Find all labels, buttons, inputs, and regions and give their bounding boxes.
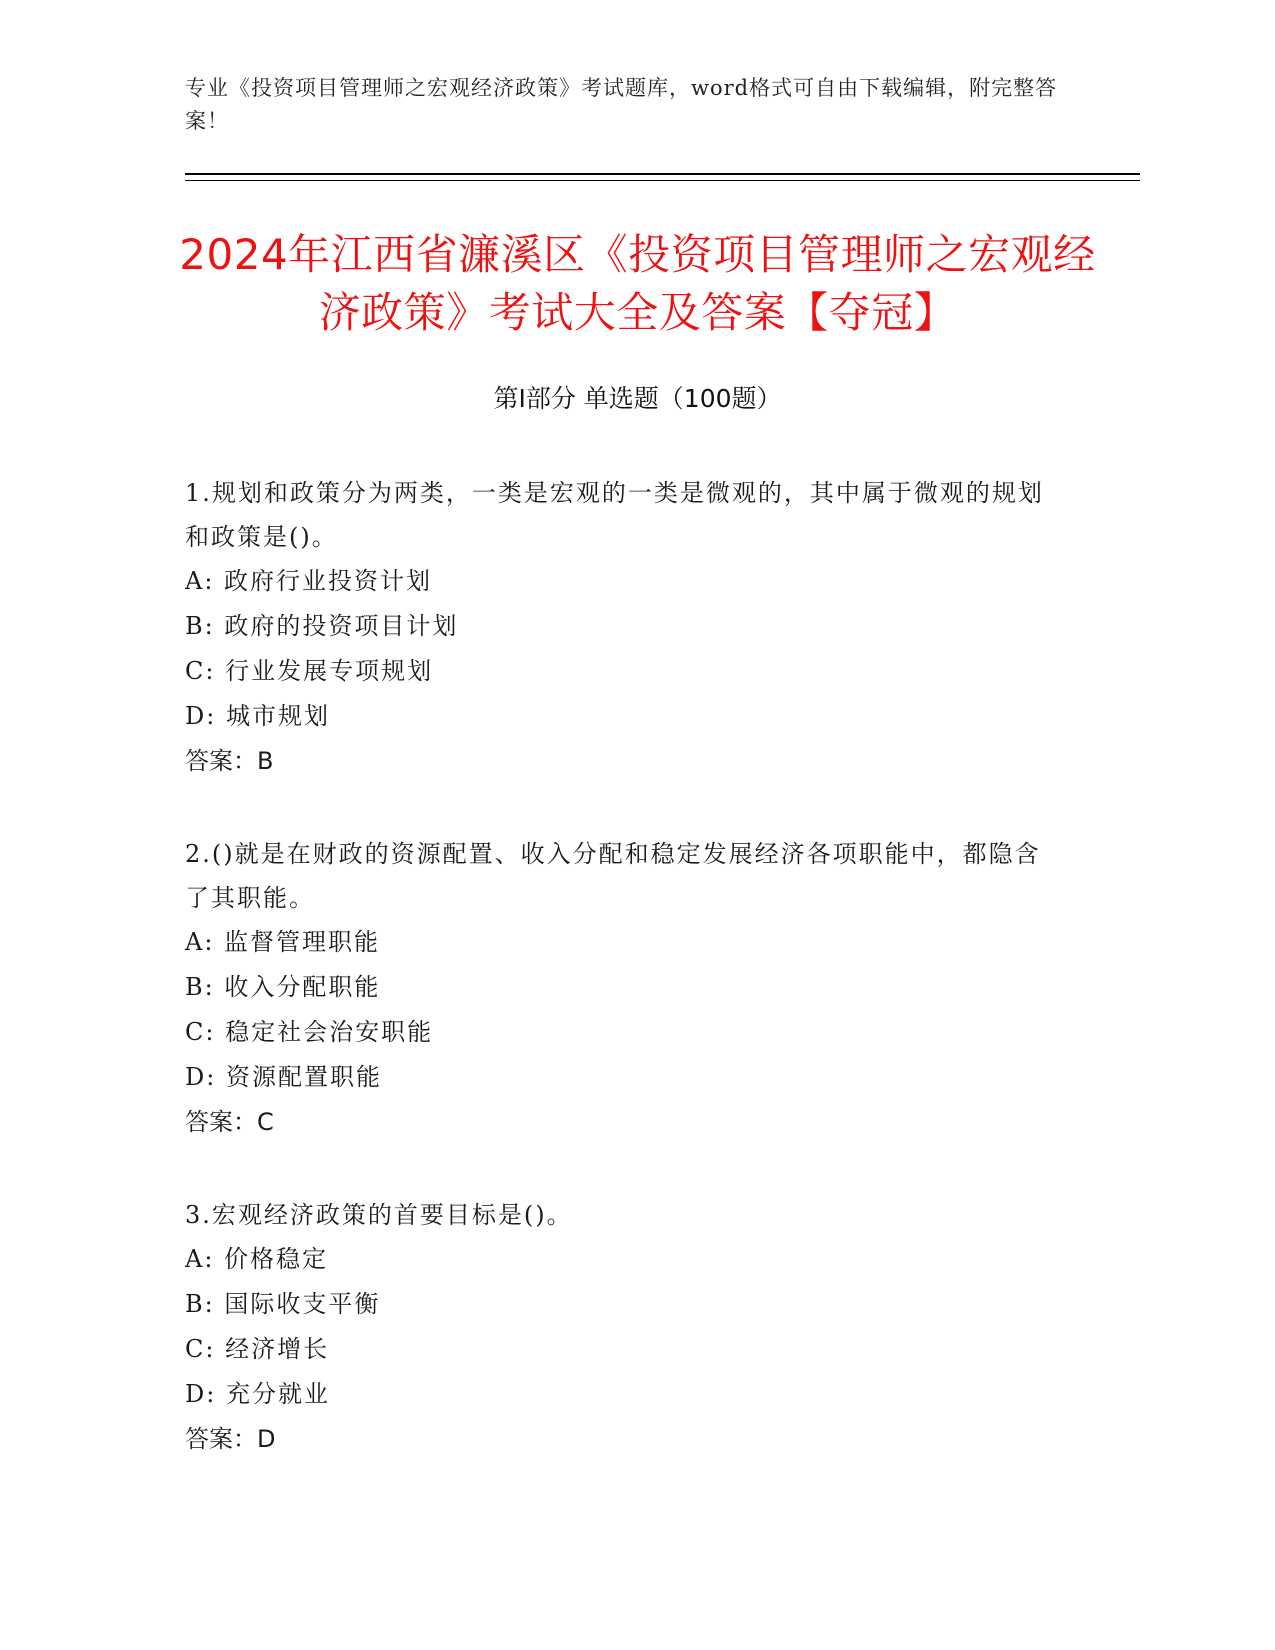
option-d: D: 资源配置职能 <box>185 1063 382 1091</box>
header-note: 专业《投资项目管理师之宏观经济政策》考试题库，word格式可自由下载编辑，附完整答案！ <box>185 76 1058 133</box>
answer: 答案：D <box>185 1425 276 1453</box>
option-d: D: 城市规划 <box>185 702 330 730</box>
option-b: B: 政府的投资项目计划 <box>185 612 459 640</box>
question-2 <box>185 832 1065 1145</box>
option-c: C: 经济增长 <box>185 1335 330 1363</box>
question-1 <box>185 471 1065 784</box>
header-divider-thick <box>185 173 1140 175</box>
question-3 <box>185 1193 1065 1462</box>
answer: 答案：B <box>185 747 274 775</box>
option-b: B: 国际收支平衡 <box>185 1290 381 1318</box>
option-c: C: 稳定社会治安职能 <box>185 1018 434 1046</box>
document-title: 2024年江西省濂溪区《投资项目管理师之宏观经济政策》考试大全及答案【夺冠】 <box>179 230 1096 337</box>
option-c: C: 行业发展专项规划 <box>185 657 434 685</box>
answer: 答案：C <box>185 1108 274 1136</box>
question-stem: 1.规划和政策分为两类，一类是宏观的一类是微观的，其中属于微观的规划和政策是()。 <box>185 479 1044 551</box>
section-heading: 第Ⅰ部分 单选题（100题） <box>493 384 782 413</box>
question-stem: 3.宏观经济政策的首要目标是()。 <box>185 1201 573 1229</box>
option-d: D: 充分就业 <box>185 1380 330 1408</box>
option-b: B: 收入分配职能 <box>185 973 381 1001</box>
question-stem: 2.()就是在财政的资源配置、收入分配和稳定发展经济各项职能中，都隐含了其职能。 <box>185 840 1041 912</box>
option-a: A: 监督管理职能 <box>185 928 381 956</box>
option-a: A: 价格稳定 <box>185 1245 329 1273</box>
option-a: A: 政府行业投资计划 <box>185 567 433 595</box>
header-divider-thin <box>185 180 1140 181</box>
